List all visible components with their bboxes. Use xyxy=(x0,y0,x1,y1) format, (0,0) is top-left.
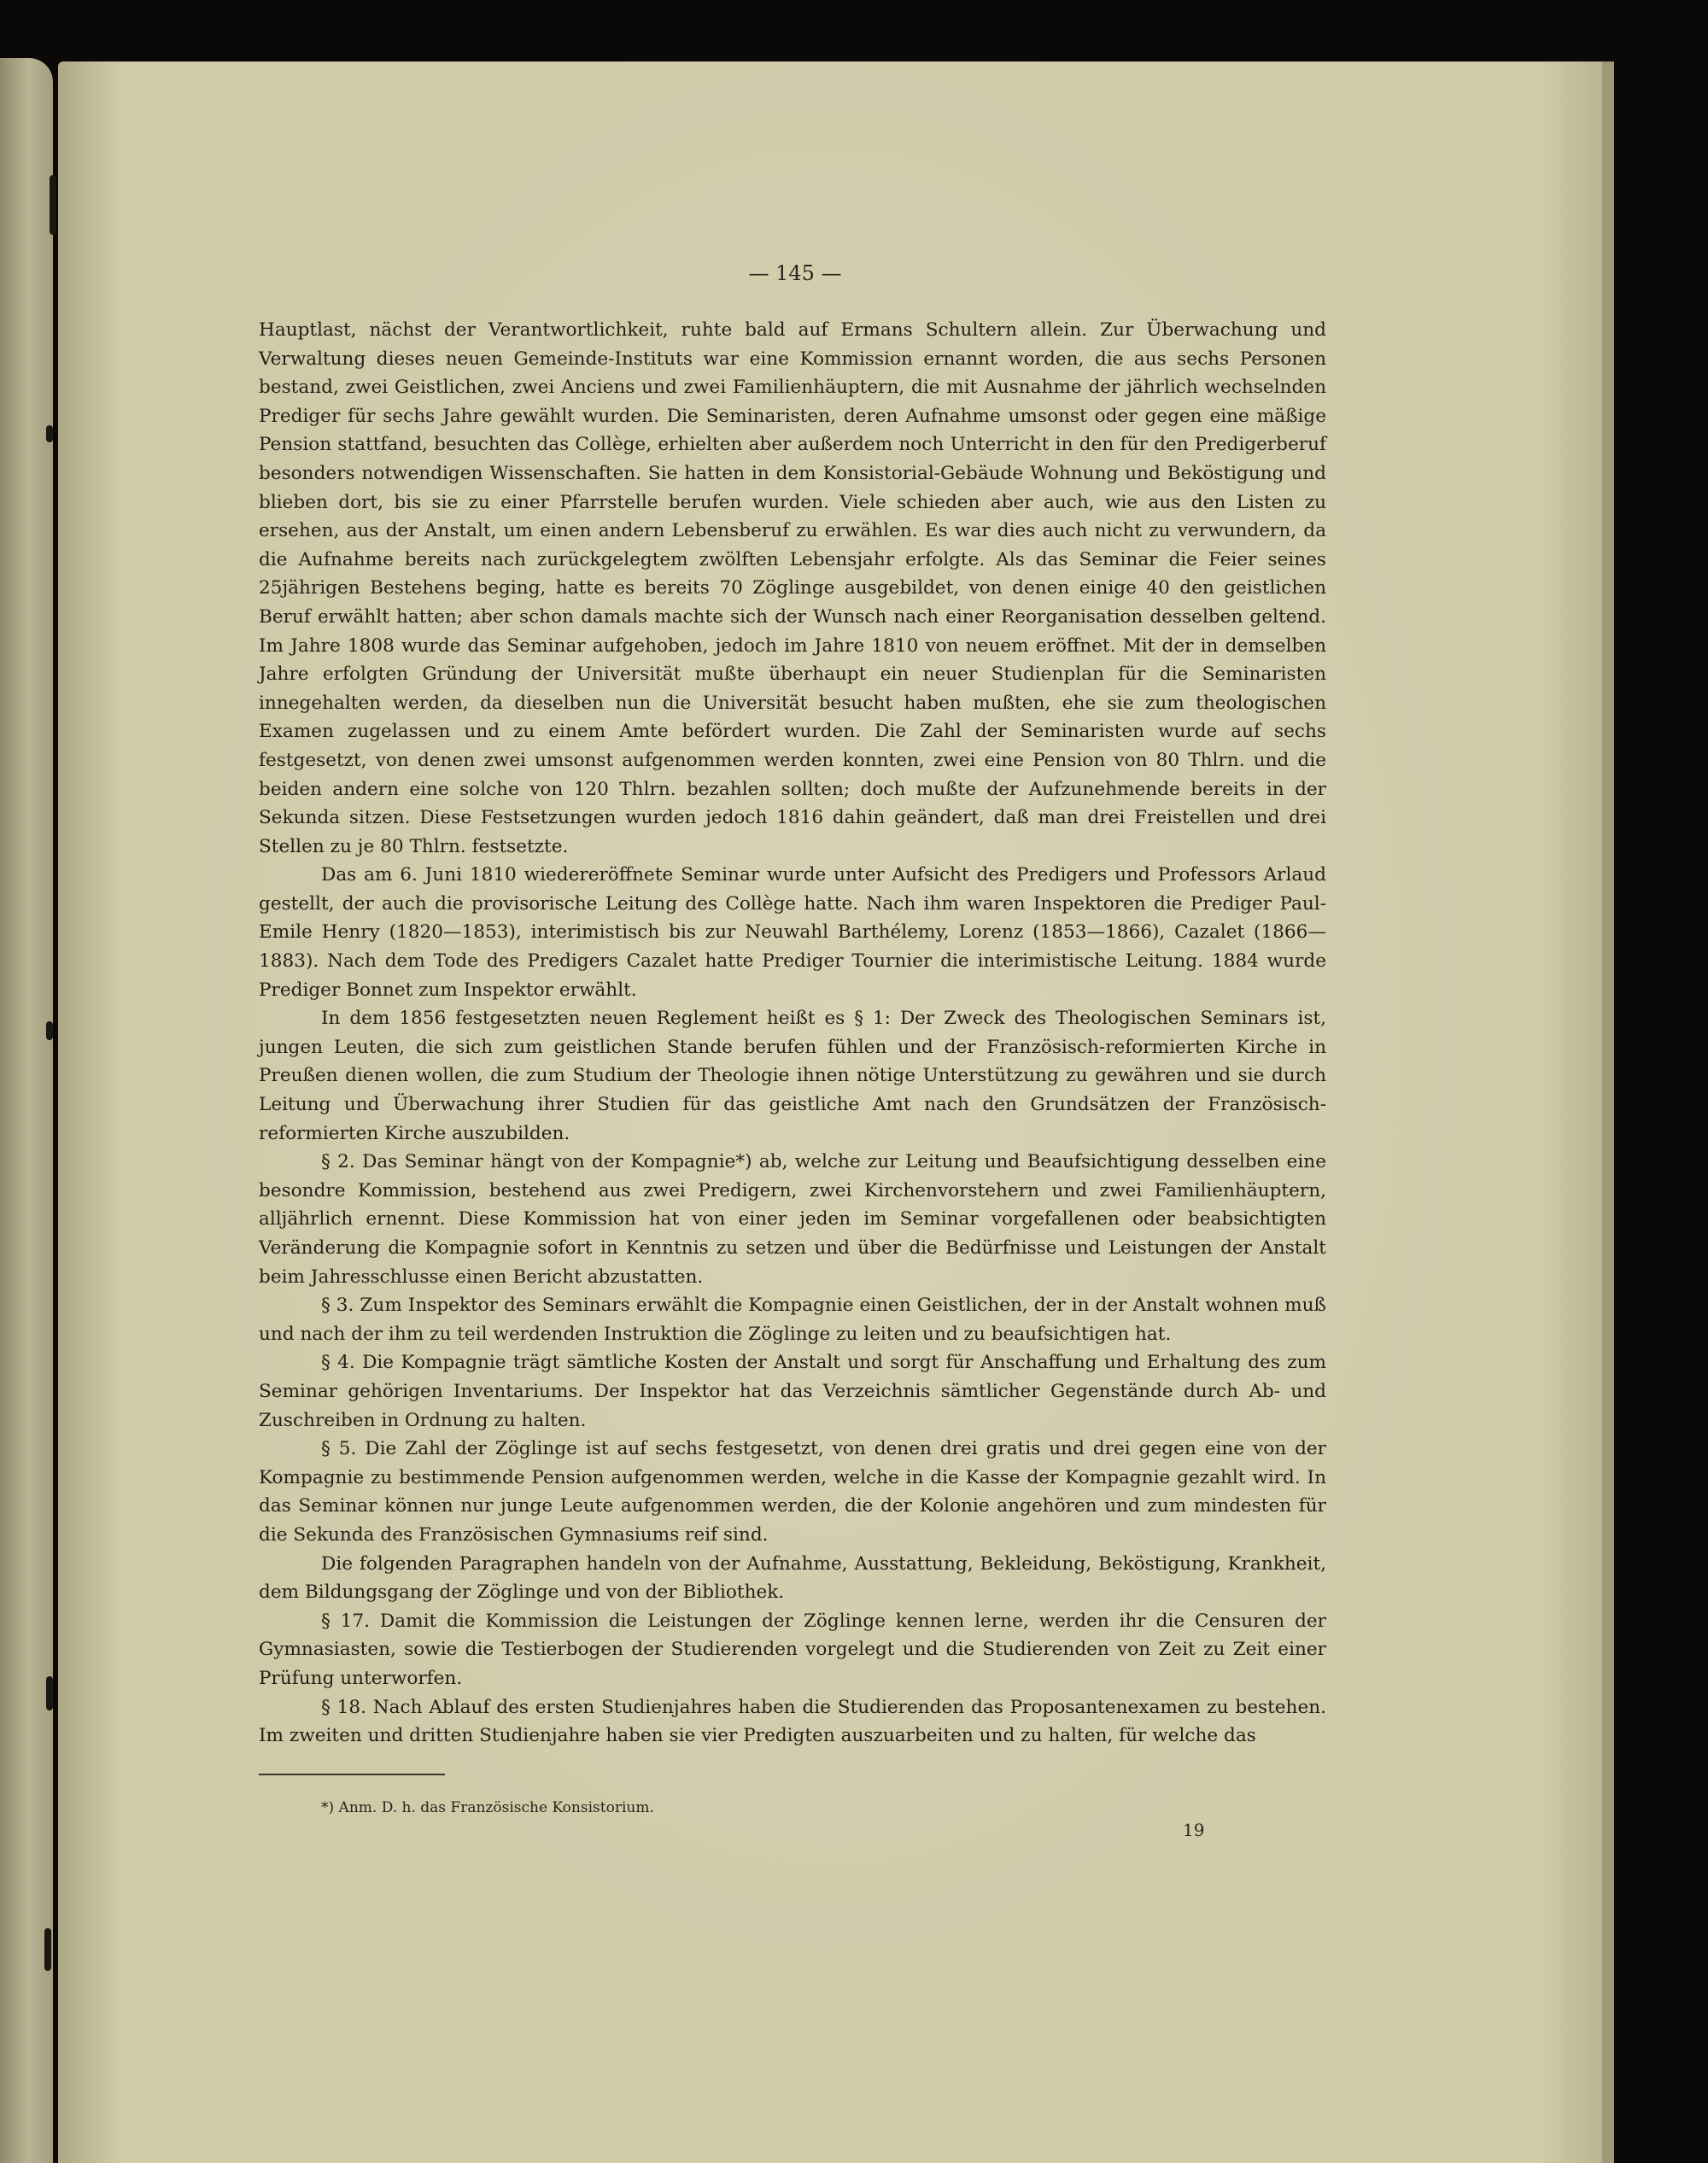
page-number: — 145 — xyxy=(748,261,842,285)
binding-mark xyxy=(50,175,56,235)
paragraph: § 5. Die Zahl der Zöglinge ist auf sechs festgesetzt, von denen drei gratis und drei gegen eine von der Kompagnie zu bestimmende Pension aufgenommen werden, welche in die Kasse der Kompagnie gezahlt wird. In das Seminar können nur junge Leute aufgenommen werden, die der Kolonie angehören und zum mindesten für die Sekunda des Französischen Gymnasiums reif sind. xyxy=(259,1438,1326,1546)
paragraph: § 3. Zum Inspektor des Seminars erwählt die Kompagnie einen Geistlichen, der in der Anstalt wohnen muß und nach der ihm zu teil werdenden Instruktion die Zöglinge zu leiten und zu beaufsichtigen hat. xyxy=(259,1295,1326,1345)
binding-mark xyxy=(46,1676,53,1710)
paragraph: Hauptlast, nächst der Verantwortlichkeit, ruhte bald auf Ermans Schultern allein. Zur Überwachung und Verwaltung dieses neuen Gemeinde-Instituts war eine Kommission ernannt worden, die aus sechs Personen bestand, zwei Geistlichen, zwei Anciens und zwei Familienhäuptern, die mit Ausnahme der jährlich wechselnden Prediger für sechs Jahre gewählt wurden. Die Seminaristen, deren Aufnahme umsonst oder gegen eine mäßige Pension stattfand, besuchten das Collège, erhielten aber außerdem noch Unterricht in den für den Predigerberuf besonders notwendigen Wissenschaften. Sie hatten in dem Konsistorial-Gebäude Wohnung und Beköstigung und blieben dort, bis sie zu einer Pfarrstelle berufen wurden. Viele schieden aber auch, wie aus den Listen zu ersehen, aus der Anstalt, um einen andern Lebensberuf zu erwählen. Es war dies auch nicht zu verwundern, da die Aufnahme bereits nach zurückgelegtem zwölften Lebensjahr erfolgte. Als das Seminar die Feier seines 25jährigen Bestehens beging, hatte es bereits 70 Zöglinge ausgebildet, von denen einige 40 den geistlichen Beruf erwählt hatten; aber schon damals machte sich der Wunsch nach einer Reorganisation desselben geltend. Im Jahre 1808 wurde das Seminar aufgehoben, jedoch im Jahre 1810 von neuem eröffnet. Mit der in demselben Jahre erfolgten Gründung der Universität mußte überhaupt ein neuer Studienplan für die Seminaristen innegehalten werden, da dieselben nun die Universität besucht haben mußten, ehe sie zum theologischen Examen zugelassen und zu einem Amte befördert wurden. Die Zahl der Seminaristen wurde auf sechs festgesetzt, von denen zwei umsonst aufgenommen werden konnten, zwei eine Pension von 80 Thlrn. und die beiden andern eine solche von 120 Thlrn. bezahlen sollten; doch mußte der Aufzunehmende bereits in der Sekunda sitzen. Diese Festsetzungen wurden jedoch 1816 dahin geändert, daß man drei Freistellen und drei Stellen zu je 80 Thlrn. festsetzte. xyxy=(259,319,1326,857)
binding-mark xyxy=(46,1021,53,1040)
footnote-rule xyxy=(259,1774,445,1775)
paragraph: Das am 6. Juni 1810 wiedereröffnete Seminar wurde unter Aufsicht des Predigers und Professors Arlaud gestellt, der auch die provisorische Leitung des Collège hatte. Nach ihm waren Inspektoren die Prediger Paul-Emile Henry (1820—1853), interimistisch bis zur Neuwahl Barthélemy, Lorenz (1853—1866), Cazalet (1866—1883). Nach dem Tode des Predigers Cazalet hatte Prediger Tournier die interimistische Leitung. 1884 wurde Prediger Bonnet zum Inspektor erwählt. xyxy=(259,864,1326,1001)
paragraph: Die folgenden Paragraphen handeln von der Aufnahme, Ausstattung, Bekleidung, Beköstigung, Krankheit, dem Bildungsgang der Zöglinge und von der Bibliothek. xyxy=(259,1552,1326,1604)
page-edge-right xyxy=(1602,61,1614,2163)
binding-mark xyxy=(46,425,53,442)
paragraph: § 18. Nach Ablauf des ersten Studienjahres haben die Studierenden das Proposantenexamen zu bestehen. Im zweiten und dritten Studienjahre haben sie vier Predigten auszuarbeiten und zu halten, für welche das xyxy=(259,1696,1326,1747)
footnote: *) Anm. D. h. das Französische Konsistorium. xyxy=(321,1799,654,1816)
paragraph: § 4. Die Kompagnie trägt sämtliche Kosten der Anstalt und sorgt für Anschaffung und Erhaltung des zum Seminar gehörigen Inventariums. Der Inspektor hat das Verzeichnis sämtlicher Gegenstände durch Ab- und Zuschreiben in Ordnung zu halten. xyxy=(259,1352,1326,1431)
binding-mark xyxy=(44,1928,51,1971)
previous-page-edge xyxy=(0,58,53,2163)
paragraph: In dem 1856 festgesetzten neuen Reglement heißt es § 1: Der Zweck des Theologischen Seminars ist, jungen Leuten, die sich zum geistlichen Stande berufen fühlen und der Französisch-reformierten Kirche in Preußen dienen wollen, die zum Studium der Theologie ihnen nötige Unterstützung zu gewähren und sie durch Leitung und Überwachung ihrer Studien für das geistliche Amt nach den Grundsätzen der Französisch-reformierten Kirche auszubilden. xyxy=(259,1008,1326,1144)
signature-mark: 19 xyxy=(1183,1820,1205,1840)
paragraph: § 17. Damit die Kommission die Leistungen der Zöglinge kennen lerne, werden ihr die Censuren der Gymnasiasten, sowie die Testierbogen der Studierenden vorgelegt und die Studierenden von Zeit zu Zeit einer Prüfung unterworfen. xyxy=(259,1610,1326,1689)
paragraph: § 2. Das Seminar hängt von der Kompagnie*) ab, welche zur Leitung und Beaufsichtigung desselben eine besondre Kommission, bestehend aus zwei Predigern, zwei Kirchenvorstehern und zwei Familienhäuptern, alljährlich ernennt. Diese Kommission hat von einer jeden im Seminar vorgefallenen oder beabsichtigten Veränderung die Kompagnie sofort in Kenntnis zu setzen und über die Bedürfnisse und Leistungen der Anstalt beim Jahresschlusse einen Bericht abzustatten. xyxy=(259,1151,1326,1288)
body-text xyxy=(259,316,1326,1751)
